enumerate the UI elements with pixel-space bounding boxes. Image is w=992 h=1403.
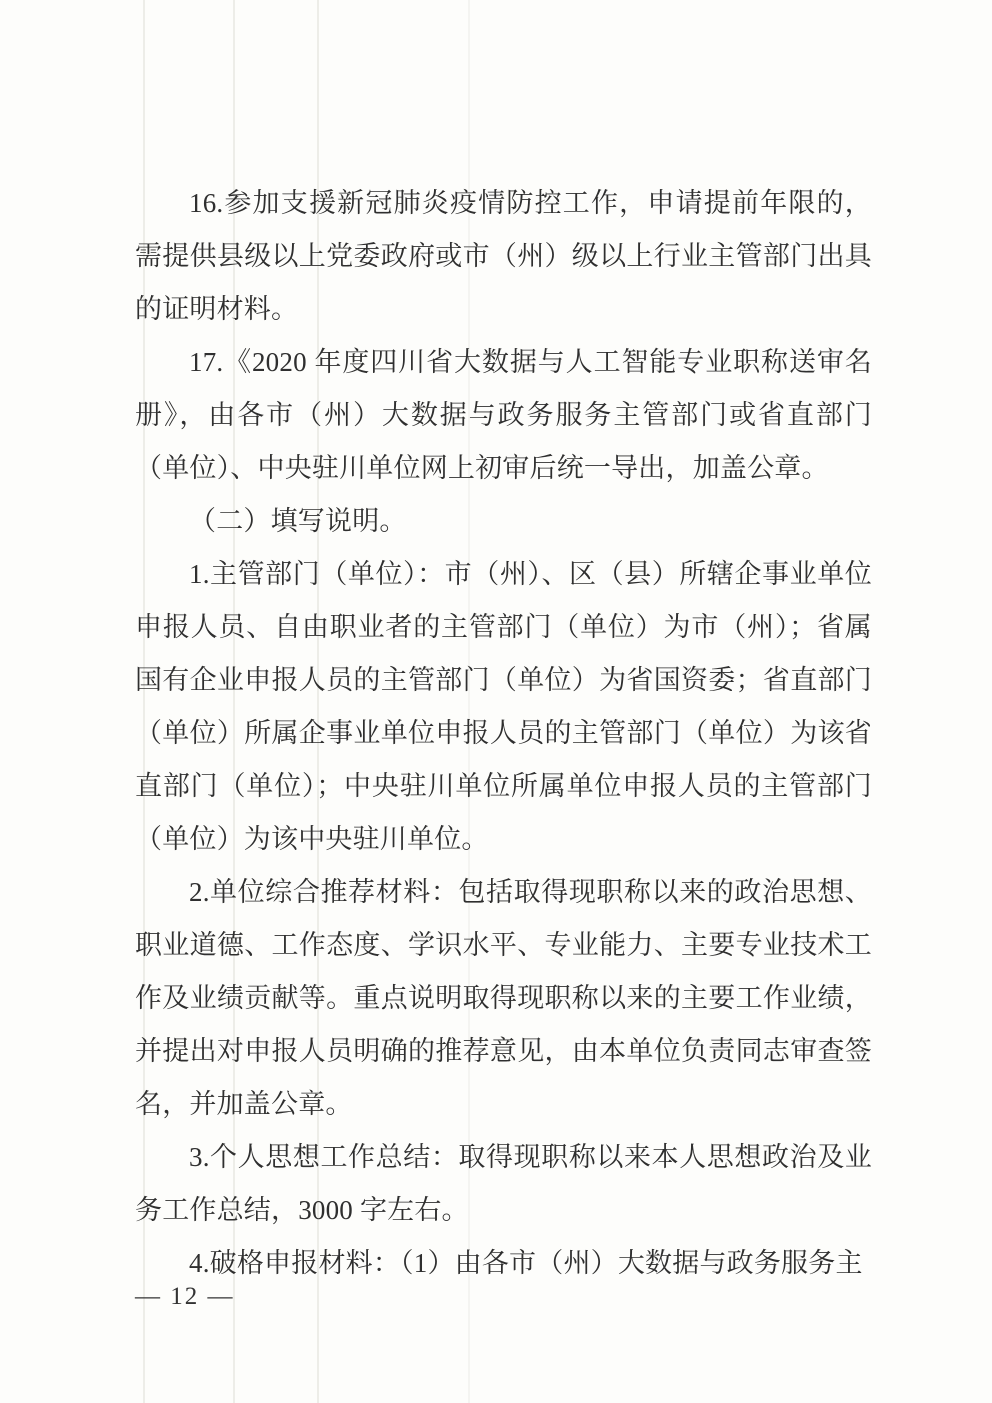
- paragraph-item-16: 16.参加支援新冠肺炎疫情防控工作，申请提前年限的，需提供县级以上党委政府或市（州）级以上行业主管部门出具的证明材料。: [135, 188, 872, 324]
- paragraph-item-1-competent-department: 1.主管部门（单位）：市（州）、区（县）所辖企事业单位申报人员、自由职业者的主管部门（单位）为市（州）；省属国有企业申报人员的主管部门（单位）为省国资委；省直部门（单位）所属企事业单位申报人员的主管部门（单位）为该省直部门（单位）；中央驻川单位所属单位申报人员的主管部门（单位）为该中央驻川单位。: [135, 559, 872, 854]
- paragraph-item-3-personal-summary: 3.个人思想工作总结：取得现职称以来本人思想政治及业务工作总结，3000 字左右。: [135, 1142, 872, 1225]
- paragraph-item-17: 17.《2020 年度四川省大数据与人工智能专业职称送审名册》，由各市（州）大数据与政务服务主管部门或省直部门（单位）、中央驻川单位网上初审后统一导出，加盖公章。: [135, 347, 872, 483]
- paragraph-item-4-exception-application: 4.破格申报材料：（1）由各市（州）大数据与政务服务主: [189, 1248, 863, 1278]
- page-number: — 12 —: [135, 1283, 235, 1310]
- document-body: [135, 177, 872, 1290]
- section-heading-fill-instructions: （二）填写说明。: [189, 506, 407, 536]
- paragraph-item-2-unit-recommendation: 2.单位综合推荐材料：包括取得现职称以来的政治思想、职业道德、工作态度、学识水平、专业能力、主要专业技术工作及业绩贡献等。重点说明取得现职称以来的主要工作业绩，并提出对申报人员明确的推荐意见，由本单位负责同志审查签名，并加盖公章。: [135, 877, 872, 1119]
